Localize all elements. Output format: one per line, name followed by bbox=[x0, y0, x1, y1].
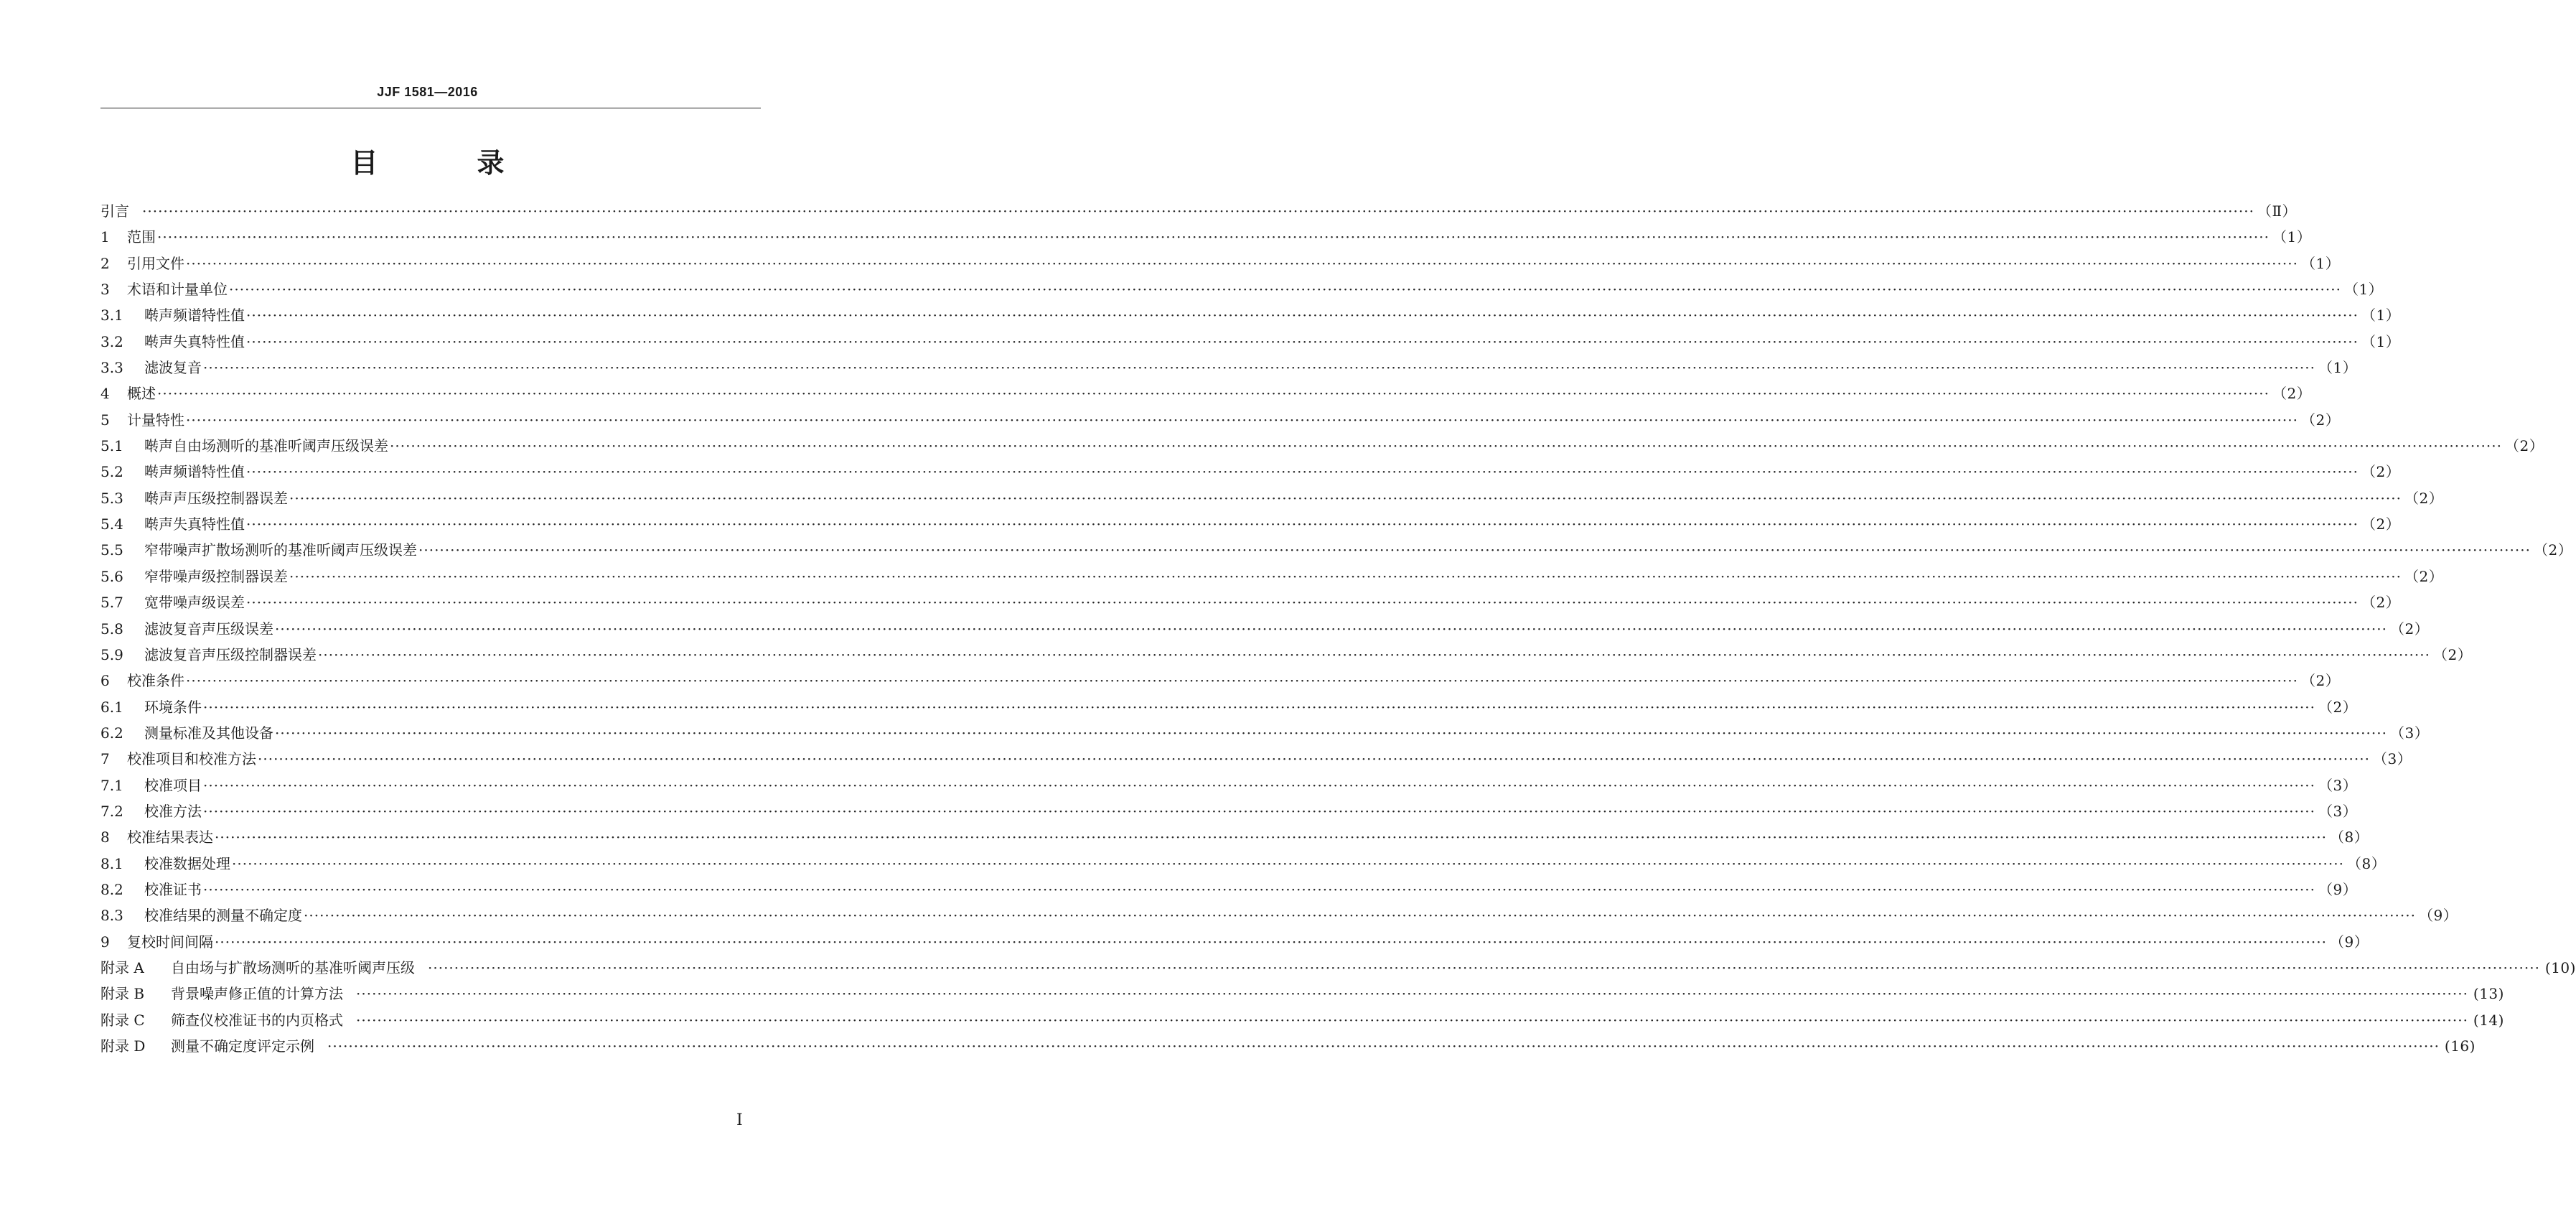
toc-entry-page: （3） bbox=[2372, 750, 2412, 768]
toc-entry[interactable] bbox=[100, 409, 2341, 434]
toc-entry-page: （1） bbox=[2361, 307, 2401, 325]
toc-entry-number: 7.2 bbox=[100, 802, 123, 820]
toc-entry-label: 滤波复音 bbox=[144, 359, 202, 377]
toc-entry-number: 5.2 bbox=[100, 463, 123, 481]
toc-entry-number: 5.3 bbox=[100, 489, 123, 507]
toc-dot-leader: ················································································································································································································································································································································································································ bbox=[418, 541, 2531, 559]
toc-entry[interactable] bbox=[100, 878, 2358, 904]
toc-entry-number: 5.5 bbox=[100, 541, 123, 559]
toc-entry-label: 滤波复音声压级控制器误差 bbox=[144, 645, 317, 663]
toc-entry[interactable] bbox=[100, 956, 2576, 982]
toc-entry-number: 5.8 bbox=[100, 620, 123, 638]
toc-entry-label: 筛查仪校准证书的内页格式 bbox=[171, 1011, 343, 1029]
toc-dot-leader: ················································································································································································································································································································································································································ bbox=[356, 1011, 2468, 1029]
toc-entry-page: (16) bbox=[2444, 1037, 2476, 1055]
toc-entry-number: 7 bbox=[100, 750, 110, 768]
toc-dot-leader: ················································································································································································································································································································································································································ bbox=[304, 907, 2416, 925]
toc-entry[interactable] bbox=[100, 225, 2312, 251]
toc-entry-label: 宽带噪声级误差 bbox=[144, 594, 245, 612]
toc-entry[interactable] bbox=[100, 382, 2312, 408]
toc-entry-page: （1） bbox=[2361, 332, 2401, 350]
toc-entry-label: 校准条件 bbox=[127, 672, 184, 690]
toc-entry-page: (13) bbox=[2473, 985, 2504, 1003]
toc-entry-number: 5.6 bbox=[100, 567, 123, 585]
toc-entry-number: 7.1 bbox=[100, 776, 123, 794]
toc-entry[interactable] bbox=[100, 1035, 2476, 1060]
toc-dot-leader: ················································································································································································································································································································································································································ bbox=[390, 437, 2502, 455]
toc-entry-label: 啭声声压级控制器误差 bbox=[144, 489, 288, 507]
toc-entry-page: （2） bbox=[2318, 698, 2358, 716]
toc-entry-label: 啭声频谱特性值 bbox=[144, 307, 245, 325]
toc-entry[interactable] bbox=[100, 330, 2401, 356]
toc-entry[interactable] bbox=[100, 930, 2369, 956]
toc-dot-leader: ················································································································································································································································································································································································································ bbox=[318, 645, 2430, 663]
toc-entry[interactable] bbox=[100, 434, 2544, 460]
toc-entry-page: （2） bbox=[2272, 385, 2312, 403]
toc-entry-page: （1） bbox=[2272, 228, 2312, 246]
toc-entry-label: 术语和计量单位 bbox=[127, 281, 228, 299]
toc-dot-leader: ················································································································································································································································································································································································································ bbox=[229, 281, 2341, 299]
toc-entry-number: 附录 A bbox=[100, 958, 144, 976]
toc-entry-page: （3） bbox=[2318, 802, 2358, 820]
toc-dot-leader: ················································································································································································································································································································································································································ bbox=[232, 854, 2344, 872]
toc-entry-label: 啭声频谱特性值 bbox=[144, 463, 245, 481]
toc-entry-number: 附录 B bbox=[100, 985, 145, 1003]
toc-entry-label: 范围 bbox=[127, 228, 156, 246]
toc-entry-label: 窄带噪声级控制器误差 bbox=[144, 567, 288, 585]
toc-entry-number: 6.1 bbox=[100, 698, 123, 716]
toc-entry-number: 4 bbox=[100, 385, 110, 403]
toc-entry-label: 环境条件 bbox=[144, 698, 202, 716]
toc-entry-label: 概述 bbox=[127, 385, 156, 403]
toc-dot-leader: ················································································································································································································································································································································································································ bbox=[258, 750, 2370, 768]
toc-dot-leader: ················································································································································································································································································································································································································ bbox=[203, 802, 2315, 820]
toc-dot-leader: ················································································································································································································································································································································································································ bbox=[246, 594, 2359, 612]
toc-entry-number: 8.1 bbox=[100, 854, 123, 872]
toc-entry-page: （8） bbox=[2329, 828, 2369, 846]
toc-entry[interactable] bbox=[100, 904, 2458, 930]
toc-entry[interactable] bbox=[100, 304, 2401, 330]
toc-entry-number: 5.4 bbox=[100, 515, 123, 533]
toc-entry[interactable] bbox=[100, 643, 2473, 669]
toc-entry-number: 8.2 bbox=[100, 880, 123, 898]
page-number: I bbox=[736, 1111, 743, 1129]
toc-dot-leader: ················································································································································································································································································································································································································ bbox=[246, 463, 2359, 481]
toc-dot-leader: ················································································································································································································································································································································································································ bbox=[356, 985, 2468, 1003]
toc-entry-number: 2 bbox=[100, 254, 110, 272]
toc-entry-number: 附录 C bbox=[100, 1011, 145, 1029]
toc-entry-label: 窄带噪声扩散场测听的基准听阈声压级误差 bbox=[144, 541, 417, 559]
toc-entry-page: (10) bbox=[2544, 958, 2576, 976]
toc-entry-label: 校准结果表达 bbox=[127, 828, 213, 846]
toc-dot-leader: ················································································································································································································································································································································································································ bbox=[246, 307, 2359, 325]
toc-dot-leader: ················································································································································································································································································································································································································ bbox=[186, 672, 2298, 690]
toc-entry[interactable] bbox=[100, 617, 2430, 643]
toc-entry-label: 校准方法 bbox=[144, 802, 202, 820]
toc-entry[interactable] bbox=[100, 669, 2341, 695]
toc-dot-leader: ················································································································································································································································································································································································································ bbox=[275, 620, 2387, 638]
toc-entry-page: （9） bbox=[2418, 907, 2458, 925]
toc-entry-number: 6 bbox=[100, 672, 110, 690]
toc-entry-page: （2） bbox=[2361, 515, 2401, 533]
toc-entry[interactable] bbox=[100, 538, 2573, 564]
toc-entry-label: 校准证书 bbox=[144, 880, 202, 898]
toc-entry[interactable] bbox=[100, 696, 2358, 722]
toc-entry-page: （2） bbox=[2533, 541, 2573, 559]
toc-dot-leader: ················································································································································································································································································································································································································ bbox=[203, 776, 2315, 794]
document-code: JJF 1581—2016 bbox=[377, 85, 478, 99]
toc-entry-label: 校准项目和校准方法 bbox=[127, 750, 256, 768]
toc-dot-leader: ················································································································································································································································································································································································································ bbox=[246, 515, 2359, 533]
toc-entry-page: (14) bbox=[2473, 1011, 2504, 1029]
toc-dot-leader: ················································································································································································································································································································································································································ bbox=[203, 698, 2315, 716]
toc-entry-label: 校准结果的测量不确定度 bbox=[144, 907, 302, 925]
toc-entry-number: 附录 D bbox=[100, 1037, 146, 1055]
toc-entry-number: 5.9 bbox=[100, 645, 123, 663]
toc-dot-leader: ················································································································································································································································································································································································································ bbox=[157, 228, 2270, 246]
toc-dot-leader: ················································································································································································································································································································································································································ bbox=[215, 933, 2327, 951]
toc-entry-page: （8） bbox=[2346, 854, 2387, 872]
toc-dot-leader: ················································································································································································································································································································································································································ bbox=[203, 359, 2315, 377]
toc-entry-label: 计量特性 bbox=[127, 411, 184, 429]
table-of-contents bbox=[100, 200, 2576, 1060]
toc-entry-label: 引用文件 bbox=[127, 254, 184, 272]
toc-dot-leader: ················································································································································································································································································································································································································ bbox=[215, 828, 2327, 846]
toc-entry[interactable] bbox=[100, 513, 2401, 538]
toc-entry-page: （1） bbox=[2300, 254, 2341, 272]
toc-entry-page: （3） bbox=[2389, 724, 2430, 742]
toc-entry[interactable] bbox=[100, 278, 2384, 304]
toc-entry[interactable] bbox=[100, 774, 2358, 800]
toc-entry-page: （2） bbox=[2404, 567, 2444, 585]
toc-entry-label: 滤波复音声压级误差 bbox=[144, 620, 273, 638]
toc-entry-number: 3.2 bbox=[100, 332, 123, 350]
toc-dot-leader: ················································································································································································································································································································································································································ bbox=[157, 385, 2270, 403]
page-title: 目 录 bbox=[350, 147, 540, 179]
toc-entry-page: （2） bbox=[2504, 437, 2544, 455]
toc-entry-label: 复校时间间隔 bbox=[127, 933, 213, 951]
toc-entry-label: 啭声自由场测听的基准听阈声压级误差 bbox=[144, 437, 388, 455]
toc-entry-page: （Ⅱ） bbox=[2257, 202, 2298, 220]
toc-entry-page: （2） bbox=[2432, 645, 2473, 663]
toc-entry[interactable] bbox=[100, 200, 2298, 225]
toc-entry-label: 校准数据处理 bbox=[144, 854, 230, 872]
toc-entry[interactable] bbox=[100, 826, 2369, 851]
toc-entry-number: 3 bbox=[100, 281, 110, 299]
toc-entry[interactable] bbox=[100, 800, 2358, 826]
toc-entry[interactable] bbox=[100, 1009, 2504, 1035]
toc-entry-label: 啭声失真特性值 bbox=[144, 332, 245, 350]
toc-entry-page: （2） bbox=[2404, 489, 2444, 507]
toc-dot-leader: ················································································································································································································································································································································································································ bbox=[289, 567, 2402, 585]
toc-dot-leader: ················································································································································································································································································································································································································ bbox=[142, 202, 2254, 220]
toc-dot-leader: ················································································································································································································································································································································································································ bbox=[246, 332, 2359, 350]
toc-entry-number: 5.7 bbox=[100, 594, 123, 612]
toc-entry-number: 9 bbox=[100, 933, 110, 951]
toc-entry-page: （9） bbox=[2318, 880, 2358, 898]
toc-entry[interactable] bbox=[100, 487, 2444, 513]
toc-entry-number: 5 bbox=[100, 411, 110, 429]
toc-entry-number: 8 bbox=[100, 828, 110, 846]
toc-dot-leader: ················································································································································································································································································································································································································ bbox=[428, 958, 2540, 976]
toc-entry[interactable] bbox=[100, 982, 2504, 1008]
toc-entry-label: 测量不确定度评定示例 bbox=[171, 1037, 314, 1055]
toc-entry[interactable] bbox=[100, 356, 2358, 382]
toc-entry-number: 1 bbox=[100, 228, 110, 246]
toc-entry[interactable] bbox=[100, 747, 2412, 773]
toc-dot-leader: ················································································································································································································································································································································································································ bbox=[289, 489, 2402, 507]
toc-entry-label: 自由场与扩散场测听的基准听阈声压级 bbox=[171, 958, 415, 976]
toc-entry-page: （1） bbox=[2318, 359, 2358, 377]
toc-entry[interactable] bbox=[100, 722, 2430, 747]
toc-dot-leader: ················································································································································································································································································································································································································ bbox=[203, 880, 2315, 898]
toc-entry-page: （2） bbox=[2389, 620, 2430, 638]
toc-entry-page: （1） bbox=[2343, 281, 2384, 299]
toc-dot-leader: ················································································································································································································································································································································································································ bbox=[327, 1037, 2440, 1055]
toc-entry-number: 5.1 bbox=[100, 437, 123, 455]
toc-entry-page: （2） bbox=[2300, 411, 2341, 429]
toc-dot-leader: ················································································································································································································································································································································································································ bbox=[275, 724, 2387, 742]
toc-entry-number: 6.2 bbox=[100, 724, 123, 742]
toc-entry[interactable] bbox=[100, 565, 2444, 591]
toc-entry-page: （2） bbox=[2361, 463, 2401, 481]
toc-entry-page: （2） bbox=[2300, 672, 2341, 690]
toc-entry-page: （2） bbox=[2361, 594, 2401, 612]
toc-entry-number: 8.3 bbox=[100, 907, 123, 925]
toc-entry-label: 测量标准及其他设备 bbox=[144, 724, 273, 742]
toc-entry-label: 背景噪声修正值的计算方法 bbox=[171, 985, 343, 1003]
toc-entry-label: 啭声失真特性值 bbox=[144, 515, 245, 533]
toc-entry-number: 引言 bbox=[100, 202, 129, 220]
toc-entry[interactable] bbox=[100, 460, 2401, 486]
toc-dot-leader: ················································································································································································································································································································································································································ bbox=[186, 411, 2298, 429]
toc-entry-page: （3） bbox=[2318, 776, 2358, 794]
toc-entry-page: （9） bbox=[2329, 933, 2369, 951]
toc-entry[interactable] bbox=[100, 852, 2387, 878]
toc-entry-label: 校准项目 bbox=[144, 776, 202, 794]
toc-entry-number: 3.1 bbox=[100, 307, 123, 325]
toc-entry-number: 3.3 bbox=[100, 359, 123, 377]
toc-entry[interactable] bbox=[100, 252, 2341, 278]
toc-dot-leader: ················································································································································································································································································································································································································ bbox=[186, 254, 2298, 272]
toc-entry[interactable] bbox=[100, 591, 2401, 617]
